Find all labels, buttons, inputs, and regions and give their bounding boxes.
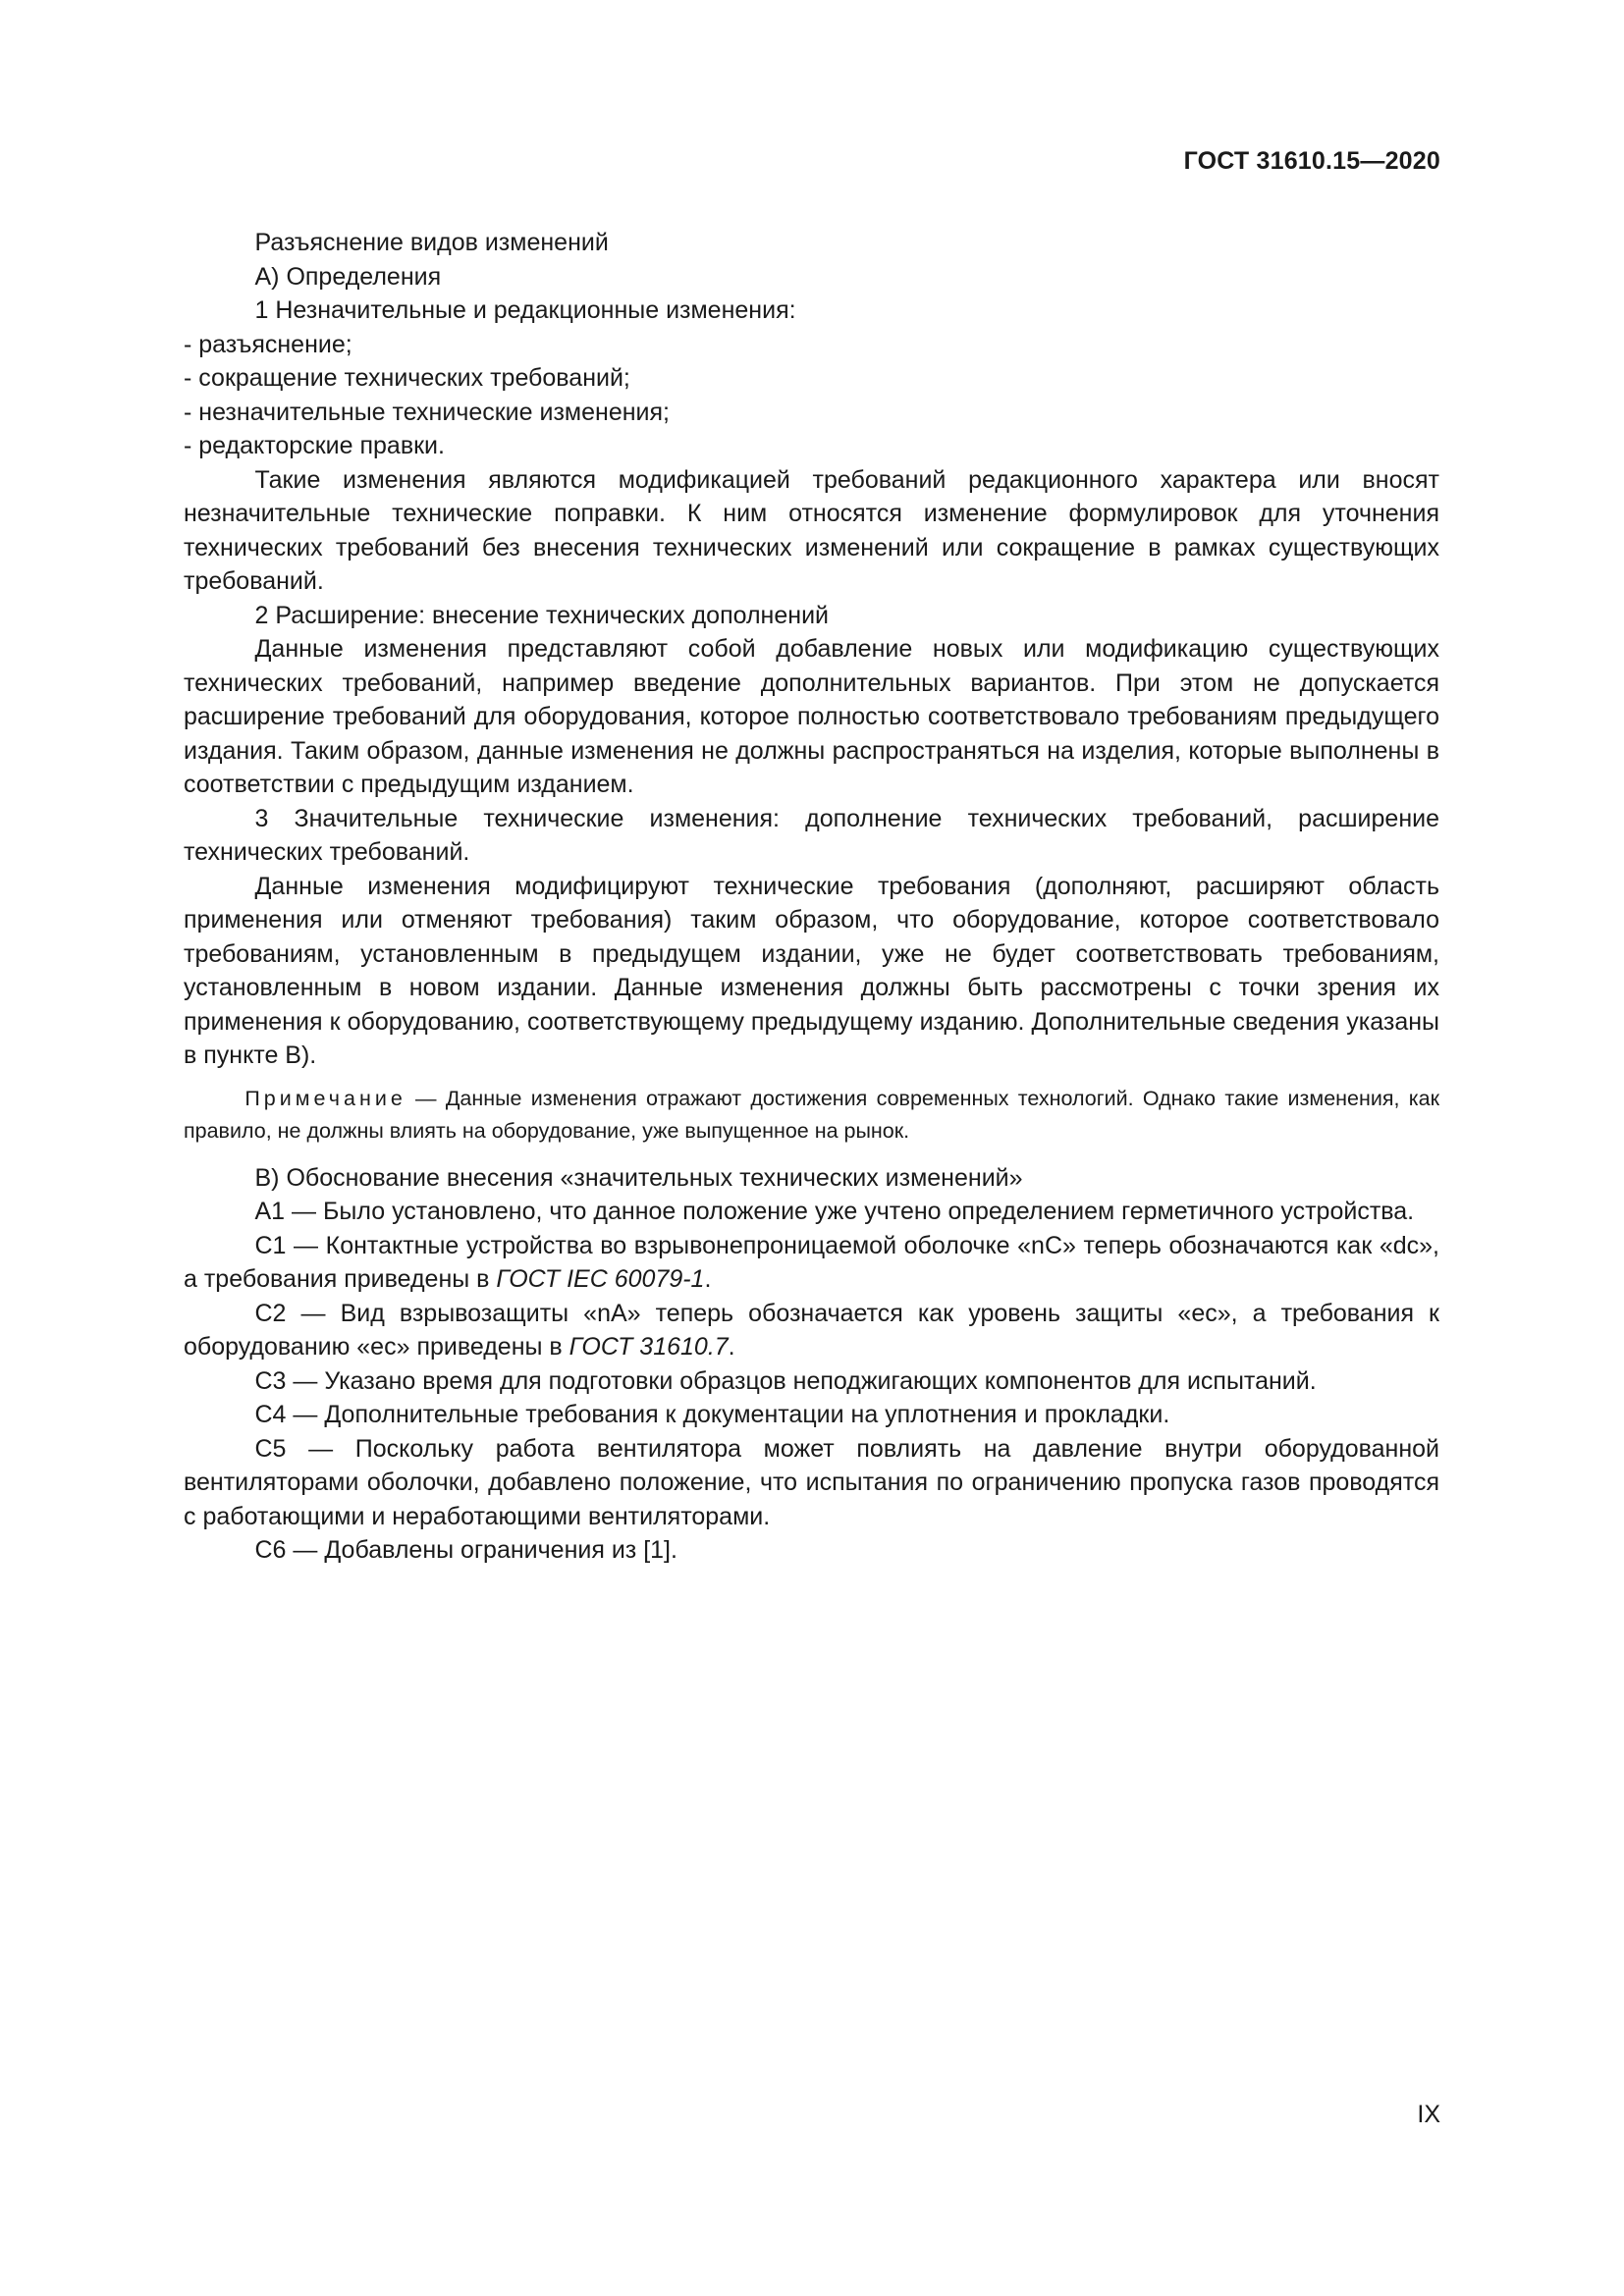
- note-text: — Данные изменения отражают достижения современных технологий. Однако такие изменения, как правило, не должны влиять на оборудование, уже выпущенное на рынок.: [184, 1086, 1439, 1143]
- item2-paragraph: Данные изменения представляют собой добавление новых или модификацию существующих технических требований, например введение дополнительных вариантов. При этом не допускается расширение требований для оборудования, которое полностью соответствовало требованиям предыдущего издания. Таким образом, данные изменения не должны распространяться на изделия, которые выполнены в соответствии с предыдущим изданием.: [184, 635, 1439, 798]
- change-c2: С2 — Вид взрывозащиты «nA» теперь обозначается как уровень защиты «ес», а требования к оборудованию «ес» приведены в ГОСТ 31610.7.: [184, 1299, 1439, 1361]
- reference-link: ГОСТ 31610.7: [568, 1333, 729, 1361]
- item3-title: 3 Значительные технические изменения: дополнение технических требований, расширение технических требований.: [184, 804, 1439, 866]
- list-item: - сокращение технических требований;: [184, 364, 630, 392]
- item3-paragraph: Данные изменения модифицируют технические требования (дополняют, расширяют область применения или отменяют требования) таким образом, что оборудование, которое соответствовало требованиям, установленным в предыдущем издании, уже не будет соответствовать требованиям, установленным в новом издании. Данные изменения должны быть рассмотрены с точки зрения их применения к оборудованию, соответствующему предыдущему изданию. Дополнительные сведения указаны в пункте В).: [184, 872, 1439, 1069]
- list-item: - редакторские правки.: [184, 432, 445, 459]
- change-c5: С5 — Поскольку работа вентилятора может повлиять на давление внутри оборудованной вентиляторами оболочки, добавлено положение, что испытания по ограничению пропуска газов проводятся с работающими и неработающими вентиляторами.: [184, 1434, 1439, 1530]
- item1-paragraph: Такие изменения являются модификацией требований редакционного характера или вносят незначительные технические поправки. К ним относятся изменение формулировок для уточнения технических требований без внесения технических изменений или сокращение в рамках существующих требований.: [184, 465, 1439, 595]
- section-title: Разъяснение видов изменений: [254, 229, 609, 256]
- change-c4: С4 — Дополнительные требования к документации на уплотнения и прокладки.: [254, 1401, 1170, 1428]
- change-c3: С3 — Указано время для подготовки образцов неподжигающих компонентов для испытаний.: [254, 1366, 1317, 1395]
- item1-title: 1 Незначительные и редакционные изменения:: [254, 296, 796, 324]
- section-a-heading: А) Определения: [254, 262, 442, 291]
- note: [184, 1083, 1439, 1148]
- list-item: - незначительные технические изменения;: [184, 398, 670, 426]
- document-number: ГОСТ 31610.15—2020: [1183, 147, 1440, 175]
- page-number: IX: [1417, 2101, 1440, 2128]
- note-label: Примечание: [244, 1086, 406, 1110]
- reference-link: ГОСТ IEC 60079-1: [496, 1265, 705, 1293]
- change-c6: С6 — Добавлены ограничения из [1].: [254, 1536, 677, 1564]
- change-a1: А1 — Было установлено, что данное положение уже учтено определением герметичного устройства.: [254, 1198, 1415, 1225]
- item2-title: 2 Расширение: внесение технических дополнений: [254, 601, 829, 629]
- list-item: - разъяснение;: [184, 330, 352, 358]
- document-body: [184, 226, 1439, 1568]
- section-b-heading: В) Обоснование внесения «значительных технических изменений»: [254, 1163, 1023, 1192]
- change-c1: С1 — Контактные устройства во взрывонепроницаемой оболочке «nC» теперь обозначаются как «dc», а требования приведены в ГОСТ IEC 60079-1.: [184, 1231, 1439, 1293]
